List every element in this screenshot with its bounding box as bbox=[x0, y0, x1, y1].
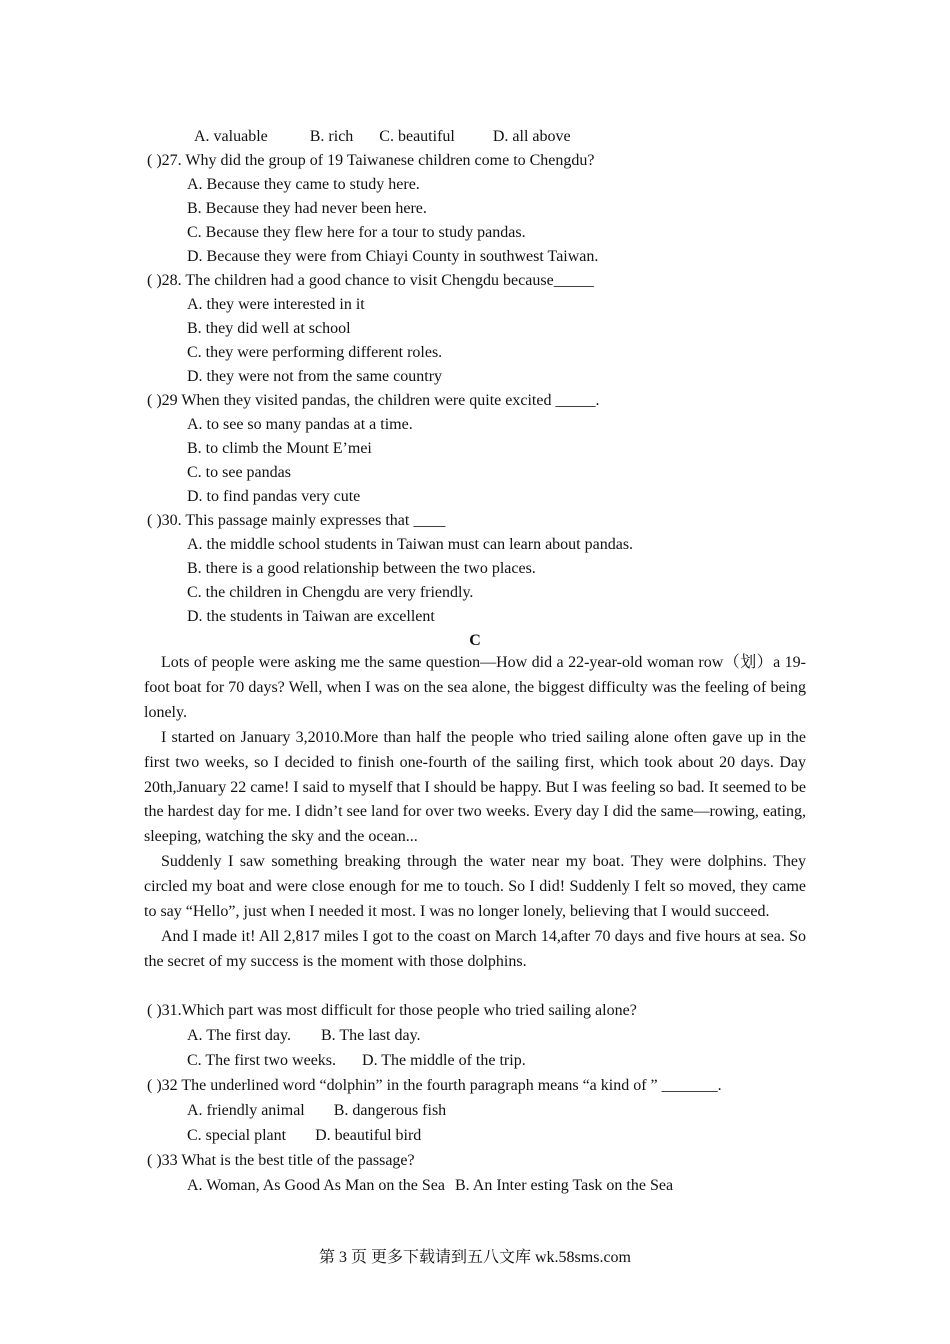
q30-option-a: A. the middle school students in Taiwan must can learn about pandas. bbox=[187, 536, 634, 553]
passage-paragraph-3: Suddenly I saw something breaking through the water near my boat. They were dolphins. They circled my boat and were close enough for me to touch. So I did! Suddenly I felt so moved, they came to say “Hello”, just when I needed it most. I was no longer lonely, believing that I would succeed. bbox=[144, 853, 806, 921]
q32-option-d: D. beautiful bird bbox=[315, 1127, 422, 1144]
question-33: ( )33 What is the best title of the passage? bbox=[147, 1152, 415, 1169]
section-heading-c: C bbox=[469, 632, 481, 649]
q26-option-d: D. all above bbox=[492, 128, 571, 145]
question-30: ( )30. This passage mainly expresses that ____ bbox=[147, 512, 446, 529]
q28-option-d: D. they were not from the same country bbox=[187, 368, 443, 385]
question-31: ( )31.Which part was most difficult for those people who tried sailing alone? bbox=[147, 1002, 637, 1019]
q30-option-d: D. the students in Taiwan are excellent bbox=[187, 608, 435, 625]
q32-option-b: B. dangerous fish bbox=[333, 1102, 447, 1119]
q29-option-c: C. to see pandas bbox=[187, 464, 291, 481]
q30-option-b: B. there is a good relationship between the two places. bbox=[187, 560, 536, 577]
question-28: ( )28. The children had a good chance to visit Chengdu because_____ bbox=[147, 272, 594, 289]
q27-option-d: D. Because they were from Chiayi County in southwest Taiwan. bbox=[187, 248, 599, 265]
q28-option-a: A. they were interested in it bbox=[187, 296, 365, 313]
q30-option-c: C. the children in Chengdu are very friendly. bbox=[187, 584, 474, 601]
passage-paragraph-1: Lots of people were asking me the same question—How did a 22-year-old woman row（划）a 19-foot boat for 70 days? Well, when I was on the sea alone, the biggest difficulty was the feeling of being lonely. bbox=[144, 654, 806, 721]
q26-option-c: C. beautiful bbox=[379, 128, 455, 145]
q27-option-c: C. Because they flew here for a tour to study pandas. bbox=[187, 224, 526, 241]
q32-option-a: A. friendly animal bbox=[187, 1102, 305, 1119]
q33-option-b: B. An Inter esting Task on the Sea bbox=[454, 1177, 674, 1194]
q31-option-d: D. The middle of the trip. bbox=[362, 1052, 526, 1069]
q31-options-row-2 bbox=[187, 1050, 526, 1072]
q31-option-c: C. The first two weeks. bbox=[187, 1052, 337, 1069]
q32-options-row-1 bbox=[187, 1100, 446, 1122]
q27-option-b: B. Because they had never been here. bbox=[187, 200, 427, 217]
q26-option-b: B. rich bbox=[309, 128, 354, 145]
question-27: ( )27. Why did the group of 19 Taiwanese children come to Chengdu? bbox=[147, 152, 595, 169]
passage-paragraph-2: I started on January 3,2010.More than half the people who tried sailing alone often gave up in the first two weeks, so I decided to finish one-fourth of the sailing first, which took about 20 days. Day 20th,January 22 came! I said to myself that I should be happy. But I was feeling so bad. It seemed to be the hardest day for me. I didn’t see land for over two weeks. Every day I did the same—rowing, eating, sleeping, watching the sky and the ocean... bbox=[144, 728, 806, 846]
passage-c bbox=[144, 651, 806, 975]
page-footer: 第 3 页 更多下载请到五八文库 wk.58sms.com bbox=[318, 1249, 631, 1266]
q33-options-row-1 bbox=[187, 1175, 673, 1197]
q32-options-row-2 bbox=[187, 1125, 421, 1147]
q31-option-b: B. The last day. bbox=[320, 1027, 421, 1044]
q29-option-a: A. to see so many pandas at a time. bbox=[187, 416, 413, 433]
passage-paragraph-4: And I made it! All 2,817 miles I got to the coast on March 14,after 70 days and five hours at sea. So the secret of my success is the moment with those dolphins. bbox=[144, 927, 806, 970]
q27-option-a: A. Because they came to study here. bbox=[187, 176, 420, 193]
question-32: ( )32 The underlined word “dolphin” in the fourth paragraph means “a kind of ” _______. bbox=[147, 1077, 722, 1094]
q31-options-row-1 bbox=[187, 1025, 421, 1047]
q33-option-a: A. Woman, As Good As Man on the Sea bbox=[187, 1177, 445, 1194]
q29-option-d: D. to find pandas very cute bbox=[187, 488, 361, 505]
q32-option-c: C. special plant bbox=[187, 1127, 287, 1144]
question-29: ( )29 When they visited pandas, the children were quite excited _____. bbox=[147, 392, 600, 409]
q29-option-b: B. to climb the Mount E’mei bbox=[187, 440, 372, 457]
q31-option-a: A. The first day. bbox=[187, 1027, 291, 1044]
q26-options bbox=[194, 126, 571, 148]
q26-option-a: A. valuable bbox=[194, 128, 268, 145]
q28-option-b: B. they did well at school bbox=[187, 320, 351, 337]
q28-option-c: C. they were performing different roles. bbox=[187, 344, 443, 361]
